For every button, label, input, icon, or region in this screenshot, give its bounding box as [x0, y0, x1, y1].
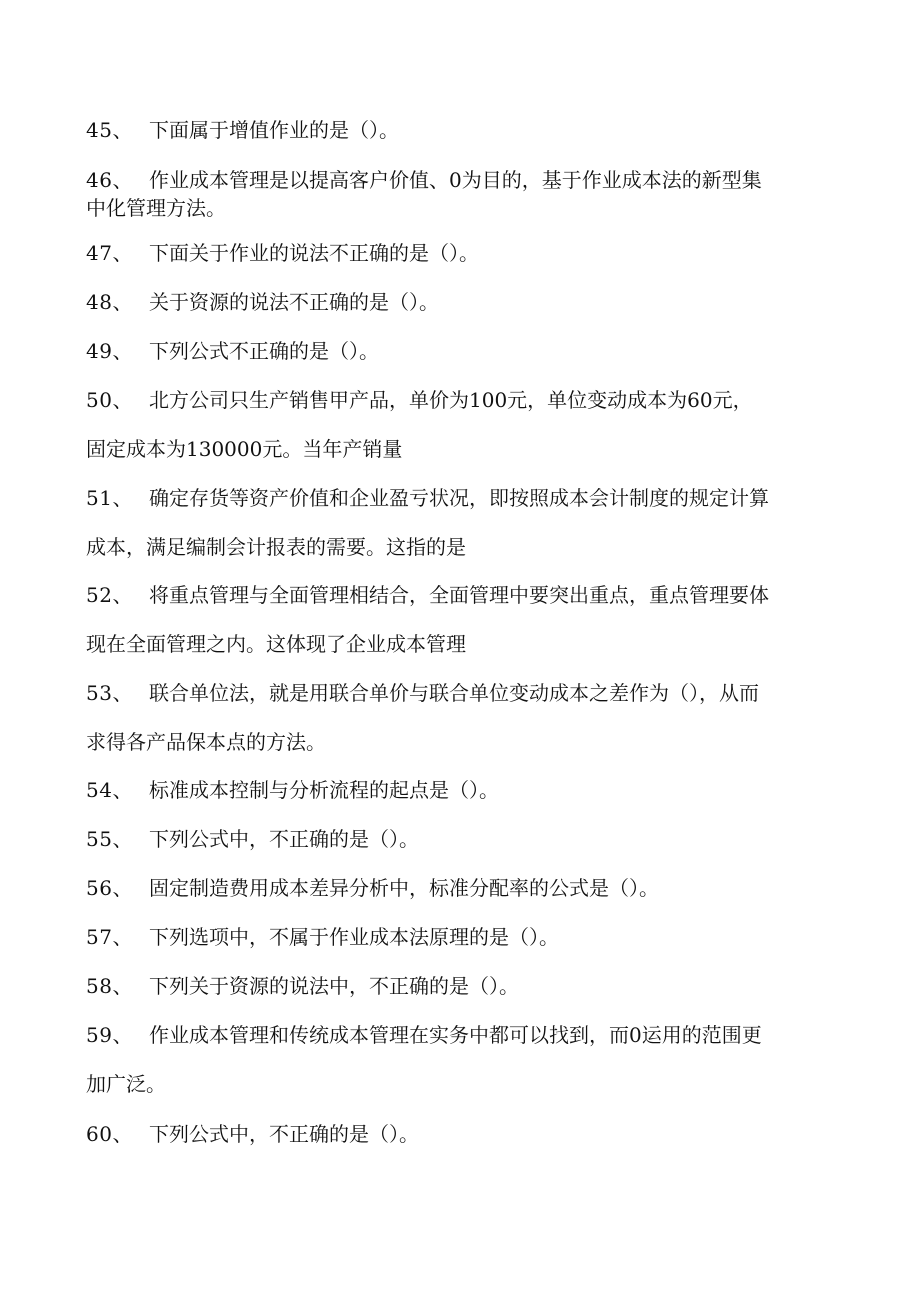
- question-text-continued: 加广泛。: [86, 1072, 166, 1096]
- question-55: [86, 829, 828, 849]
- question-text: 下列关于资源的说法中，不正确的是（）。: [149, 974, 519, 998]
- question-text: 下列公式中，不正确的是（）。: [149, 1122, 419, 1146]
- question-text: 联合单位法，就是用联合单价与联合单位变动成本之差作为（），从而: [149, 681, 759, 705]
- question-number: 56、: [86, 876, 133, 900]
- question-text-continued: 现在全面管理之内。这体现了企业成本管理: [86, 632, 466, 656]
- question-number: 51、: [86, 486, 133, 510]
- question-text: 固定制造费用成本差异分析中，标准分配率的公式是（）。: [149, 876, 659, 900]
- question-text: 北方公司只生产销售甲产品，单价为100元，单位变动成本为60元，: [149, 388, 753, 412]
- question-59: [86, 1023, 828, 1096]
- question-text-continued: 求得各产品保本点的方法。: [86, 730, 326, 754]
- question-text: 作业成本管理是以提高客户价值、0为目的，基于作业成本法的新型集: [149, 168, 762, 192]
- question-45: [86, 120, 828, 140]
- question-number: 53、: [86, 681, 133, 705]
- question-56: [86, 878, 828, 898]
- question-text: 下面属于增值作业的是（）。: [149, 118, 399, 142]
- question-number: 45、: [86, 118, 133, 142]
- question-number: 49、: [86, 339, 133, 363]
- question-text: 确定存货等资产价值和企业盈亏状况，即按照成本会计制度的规定计算: [149, 486, 769, 510]
- question-number: 47、: [86, 241, 133, 265]
- question-number: 57、: [86, 925, 133, 949]
- question-text-continued: 固定成本为130000元。当年产销量: [86, 437, 403, 461]
- question-text: 标准成本控制与分析流程的起点是（）。: [149, 778, 499, 802]
- question-number: 58、: [86, 974, 133, 998]
- question-number: 54、: [86, 778, 133, 802]
- question-number: 55、: [86, 827, 133, 851]
- question-number: 59、: [86, 1023, 133, 1047]
- question-text-continued: 成本，满足编制会计报表的需要。这指的是: [86, 535, 466, 559]
- question-60: [86, 1124, 828, 1144]
- question-text: 作业成本管理和传统成本管理在实务中都可以找到，而0运用的范围更: [149, 1023, 762, 1047]
- question-number: 48、: [86, 290, 133, 314]
- question-58: [86, 976, 828, 996]
- question-number: 52、: [86, 583, 133, 607]
- question-text: 下列公式中，不正确的是（）。: [149, 827, 419, 851]
- question-51: [86, 486, 828, 559]
- question-number: 46、: [86, 168, 133, 192]
- question-57: [86, 927, 828, 947]
- question-54: [86, 780, 828, 800]
- question-53: [86, 681, 828, 754]
- question-text: 下面关于作业的说法不正确的是（）。: [149, 241, 479, 265]
- question-text: 将重点管理与全面管理相结合，全面管理中要突出重点，重点管理要体: [149, 583, 769, 607]
- question-50: [86, 388, 828, 461]
- question-46: [86, 168, 828, 220]
- question-number: 50、: [86, 388, 133, 412]
- question-49: [86, 341, 828, 361]
- question-text: 下列公式不正确的是（）。: [149, 339, 379, 363]
- question-text: 下列选项中，不属于作业成本法原理的是（）。: [149, 925, 559, 949]
- question-text: 关于资源的说法不正确的是（）。: [149, 290, 439, 314]
- question-48: [86, 292, 828, 312]
- question-47: [86, 243, 828, 263]
- question-number: 60、: [86, 1122, 133, 1146]
- question-52: [86, 583, 828, 656]
- question-text-continued: 中化管理方法。: [86, 196, 226, 220]
